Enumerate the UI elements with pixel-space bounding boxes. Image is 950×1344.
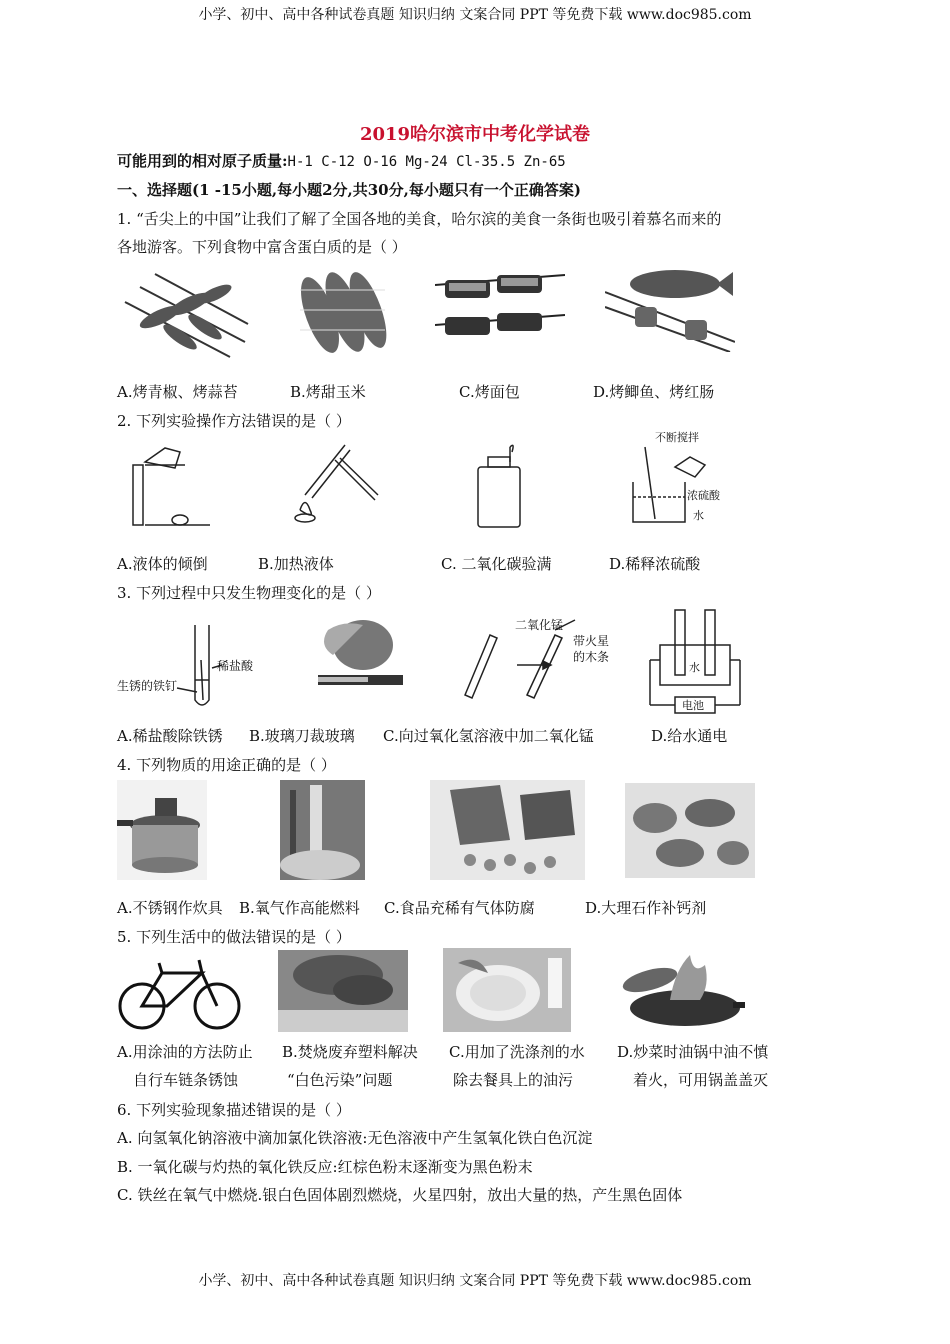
- q5-option-b-line2: “白色污染”问题: [287, 1071, 393, 1089]
- q1-option-b: B.烤甜玉米: [290, 383, 366, 401]
- q3-label-hcl: 稀盐酸: [217, 659, 254, 673]
- q3-label-battery: 电池: [682, 699, 704, 712]
- q1-option-c: C.烤面包: [459, 383, 520, 401]
- q2-option-b: B.加热液体: [258, 555, 334, 573]
- q5-option-c-line2: 除去餐具上的油污: [453, 1071, 574, 1089]
- q3-image-electrolysis: [645, 605, 745, 715]
- q5-option-d-line2: 着火，可用锅盖盖灭: [633, 1071, 769, 1089]
- q4-option-a: A.不锈钢作炊具: [117, 899, 223, 917]
- q5-option-c-line1: C.用加了洗涤剂的水: [449, 1043, 585, 1061]
- q3-label-rusty-nail: 生锈的铁钉: [117, 679, 178, 693]
- q1-option-d: D.烤鲫鱼、烤红肠: [593, 383, 715, 401]
- q3-image-rusty-nail: [117, 620, 267, 715]
- atomic-mass-line: [117, 150, 566, 171]
- q5-image-bicycle: [117, 948, 242, 1033]
- q4-image-rocket: [280, 780, 365, 880]
- q1-stem-line1: 1. “舌尖上的中国”让我们了解了全国各地的美食，哈尔滨的美食一条街也吸引着慕名而来的: [117, 210, 722, 228]
- q3-label-water: 水: [689, 661, 700, 674]
- page-footer: 小学、初中、高中各种试卷真题 知识归纳 文案合同 PPT 等免费下载 www.doc985.com: [198, 1273, 752, 1289]
- q6-option-a: A. 向氢氧化钠溶液中滴加氯化铁溶液:无色溶液中产生氢氧化铁白色沉淀: [117, 1129, 593, 1147]
- q1-stem-line2: 各地游客。下列食物中富含蛋白质的是（ ）: [117, 238, 407, 256]
- q3-option-a: A.稀盐酸除铁锈: [117, 727, 223, 745]
- q2-label-acid: 浓硫酸: [687, 489, 720, 502]
- q5-option-b-line1: B.焚烧废弃塑料解决: [282, 1043, 418, 1061]
- q4-option-c: C.食品充稀有气体防腐: [384, 899, 535, 917]
- page-header: 小学、初中、高中各种试卷真题 知识归纳 文案合同 PPT 等免费下载 www.doc985.com: [198, 7, 752, 23]
- q5-option-a-line2: 自行车链条锈蚀: [133, 1071, 239, 1089]
- q2-option-c: C. 二氧化碳验满: [441, 555, 552, 573]
- q3-label-mno2: 二氧化锰: [515, 618, 564, 632]
- q4-option-d: D.大理石作补钙剂: [585, 899, 707, 917]
- q4-option-b: B.氧气作高能燃料: [239, 899, 360, 917]
- q5-image-burning-plastic: [278, 950, 408, 1032]
- q6-option-c: C. 铁丝在氧气中燃烧.银白色固体剧烈燃烧，火星四射，放出大量的热，产生黑色固体: [117, 1186, 683, 1204]
- q3-image-glass-cutter: [313, 615, 408, 705]
- exam-title: 2019哈尔滨市中考化学试卷: [359, 124, 591, 145]
- q5-image-wok-fire: [615, 950, 745, 1032]
- q2-label-water: 水: [693, 509, 704, 522]
- atomic-mass-label: 可能用到的相对原子质量:: [117, 152, 288, 170]
- q2-option-a: A.液体的倾倒: [117, 555, 208, 573]
- q2-image-co2-bottle: [470, 442, 530, 532]
- q2-image-pouring: [125, 440, 215, 530]
- q3-label-splint-1: 带火星: [573, 634, 610, 648]
- q5-stem: 5. 下列生活中的做法错误的是（ ）: [117, 928, 351, 946]
- q1-image-fish: [605, 262, 735, 352]
- q3-label-splint-2: 的木条: [573, 650, 610, 664]
- q2-image-dilution: [625, 427, 740, 532]
- q3-option-b: B.玻璃刀裁玻璃: [249, 727, 355, 745]
- q3-option-c: C.向过氧化氢溶液中加二氧化锰: [383, 727, 594, 745]
- q4-image-pressure-cooker: [117, 780, 207, 880]
- q5-image-washing-dishes: [443, 948, 571, 1032]
- q4-image-snacks: [430, 780, 585, 880]
- q5-option-a-line1: A.用涂油的方法防止: [117, 1043, 253, 1061]
- q2-label-stir: 不断搅拌: [655, 431, 699, 444]
- q2-option-d: D.稀释浓硫酸: [609, 555, 701, 573]
- q4-image-marble: [625, 783, 755, 878]
- q6-option-b: B. 一氧化碳与灼热的氧化铁反应:红棕色粉末逐渐变为黑色粉末: [117, 1158, 533, 1176]
- q6-stem: 6. 下列实验现象描述错误的是（ ）: [117, 1101, 351, 1119]
- q4-stem: 4. 下列物质的用途正确的是（ ）: [117, 756, 336, 774]
- q1-image-peppers: [120, 262, 250, 362]
- atomic-mass-values: H-1 C-12 O-16 Mg-24 Cl-35.5 Zn-65: [287, 154, 566, 170]
- q3-stem: 3. 下列过程中只发生物理变化的是（ ）: [117, 584, 381, 602]
- section-heading: 一、选择题(1 -15小题,每小题2分,共30分,每小题只有一个正确答案): [117, 181, 581, 199]
- q1-image-bread: [435, 265, 565, 345]
- q1-image-corn: [290, 260, 390, 360]
- q1-option-a: A.烤青椒、烤蒜苔: [117, 383, 238, 401]
- q5-option-d-line1: D.炒菜时油锅中油不慎: [617, 1043, 769, 1061]
- q2-stem: 2. 下列实验操作方法错误的是（ ）: [117, 412, 351, 430]
- q3-image-mno2: [455, 615, 625, 710]
- q2-image-heating: [290, 440, 380, 530]
- q3-option-d: D.给水通电: [651, 727, 728, 745]
